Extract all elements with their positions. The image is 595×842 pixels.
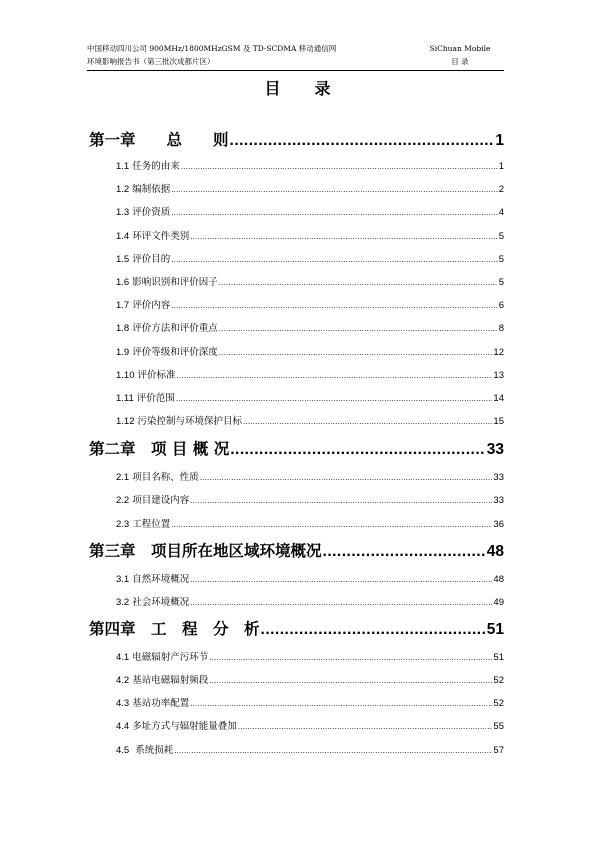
toc-entry-text: 自然环境概况 (132, 574, 190, 585)
toc-leader-dots (176, 394, 493, 403)
toc-section-entry[interactable] (116, 695, 504, 709)
toc-page-number: 5 (498, 231, 504, 242)
toc-entry-label (116, 390, 175, 404)
toc-entry-text: 社会环境概况 (132, 597, 190, 608)
toc-page-number: 2 (498, 184, 504, 195)
toc-entry-label (116, 344, 218, 358)
toc-page-number: 49 (493, 597, 504, 608)
toc-leader-dots (219, 348, 493, 357)
toc-entry-text: 评价目的 (132, 254, 171, 265)
toc-entry-label: 第四章 工 程 分 析 (89, 619, 260, 638)
toc-entry-label (116, 571, 189, 585)
toc-entry-label (116, 274, 218, 288)
toc-entry-label (116, 695, 189, 709)
toc-entry-text: 多址方式与辐射能量叠加 (132, 721, 237, 732)
toc-section-entry[interactable] (116, 390, 504, 404)
toc-leader-dots (171, 520, 492, 529)
toc-leader-dots (190, 575, 492, 584)
toc-entry-number: 1.9 (116, 347, 130, 358)
toc-leader-dots (209, 653, 492, 662)
toc-entry-text: 评价标准 (137, 370, 176, 381)
toc-entry-label (116, 320, 218, 334)
toc-entry-number: 2.1 (116, 472, 130, 483)
toc-chapter-entry[interactable] (89, 128, 504, 150)
toc-entry-text: 基站功率配置 (132, 698, 190, 709)
toc-entry-number: 1.5 (116, 254, 130, 265)
toc-leader-dots (230, 441, 486, 459)
toc-page-number: 4 (498, 207, 504, 218)
toc-entry-label (116, 367, 176, 381)
toc-leader-dots (243, 417, 492, 426)
toc-entry-label (116, 469, 199, 483)
toc-page-number: 33 (493, 472, 504, 483)
toc-section-entry[interactable] (116, 320, 504, 334)
toc-leader-dots (230, 132, 495, 150)
toc-page-number: 36 (493, 519, 504, 530)
toc-page-number: 14 (493, 393, 504, 404)
toc-entry-label (116, 718, 237, 732)
toc-section-entry[interactable] (116, 469, 504, 483)
toc-entry-text: 编制依据 (132, 184, 171, 195)
toc-page-number: 55 (493, 721, 504, 732)
page-title: 目录 (264, 79, 365, 98)
toc-entry-number: 4.4 (116, 721, 130, 732)
toc-entry-text: 评价方法和评价重点 (132, 323, 218, 334)
toc-section-entry[interactable] (116, 413, 504, 427)
toc-page-number: 48 (493, 574, 504, 585)
toc-entry-label (116, 672, 208, 686)
toc-page-number: 1 (498, 161, 504, 172)
toc-leader-dots (190, 232, 497, 241)
toc-entry-number: 2.3 (116, 519, 130, 530)
toc-entry-text: 环评文件类别 (132, 231, 190, 242)
header-section: 目 录 (451, 57, 469, 66)
toc-section-entry[interactable] (116, 251, 504, 265)
toc-entry-label (116, 492, 189, 506)
toc-entry-number: 4.5 (116, 745, 130, 756)
toc-section-entry[interactable] (116, 492, 504, 506)
toc-leader-dots (181, 162, 498, 171)
toc-entry-number: 1.3 (116, 207, 130, 218)
toc-section-entry[interactable] (116, 742, 504, 756)
header-report-subtitle: 环境影响报告书（第三批次成都片区） (87, 57, 215, 66)
toc-entry-number: 1.1 (116, 161, 130, 172)
toc-entry-text: 影响识别和评价因子 (132, 277, 218, 288)
toc-page-number: 5 (498, 277, 504, 288)
toc-section-entry[interactable] (116, 649, 504, 663)
toc-leader-dots (174, 746, 492, 755)
toc-entry-label (116, 297, 170, 311)
toc-chapter-entry[interactable] (89, 617, 504, 639)
toc-entry-label (116, 228, 189, 242)
toc-entry-number: 1.6 (116, 277, 130, 288)
toc-leader-dots (177, 371, 493, 380)
toc-page-number: 33 (486, 441, 504, 458)
toc-page-number: 33 (493, 495, 504, 506)
header-company: SiChuan Mobile (429, 44, 491, 53)
toc-leader-dots (238, 722, 493, 731)
toc-leader-dots (261, 621, 486, 639)
toc-entry-number: 1.10 (116, 370, 135, 381)
toc-page-number: 51 (493, 652, 504, 663)
toc-entry-text: 系统损耗 (132, 745, 174, 756)
toc-section-entry[interactable] (116, 718, 504, 732)
toc-section-entry[interactable] (116, 367, 504, 381)
toc-leader-dots (171, 301, 497, 310)
toc-page-number: 5 (498, 254, 504, 265)
toc-entry-label (116, 204, 170, 218)
toc-leader-dots (219, 278, 498, 287)
toc-entry-number: 4.3 (116, 698, 130, 709)
toc-entry-number: 1.12 (116, 416, 135, 427)
toc-entry-text: 项目建设内容 (132, 495, 190, 506)
header-report-title: 中国移动四川公司 900MHz/1800MHzGSM 及 TD-SCDMA 移动通信网 (87, 44, 337, 53)
toc-entry-label (116, 251, 170, 265)
toc-section-entry[interactable] (116, 204, 504, 218)
toc-entry-label (116, 181, 170, 195)
toc-entry-number: 2.2 (116, 495, 130, 506)
toc-entry-text: 污染控制与环境保护目标 (137, 416, 243, 427)
toc-entry-text: 基站电磁辐射频段 (132, 675, 209, 686)
toc-section-entry[interactable] (116, 672, 504, 686)
toc-leader-dots (209, 676, 492, 685)
toc-section-entry[interactable] (116, 594, 504, 608)
toc-page-number: 51 (486, 621, 504, 638)
toc-section-entry[interactable] (116, 158, 504, 172)
toc-leader-dots (190, 699, 492, 708)
toc-leader-dots (171, 185, 497, 194)
toc-page-number: 6 (498, 300, 504, 311)
toc-leader-dots (200, 473, 493, 482)
toc-section-entry[interactable] (116, 516, 504, 530)
toc-entry-text: 项目名称、性质 (132, 472, 199, 483)
toc-entry-label (116, 158, 180, 172)
toc-page-number: 52 (493, 698, 504, 709)
toc-entry-number: 1.4 (116, 231, 130, 242)
toc-chapter-entry[interactable] (89, 539, 504, 561)
toc-page-number: 12 (493, 347, 504, 358)
toc-entry-text: 工程位置 (132, 519, 171, 530)
toc-entry-label: 第二章 项 目 概 况 (89, 439, 230, 458)
toc-entry-number: 3.1 (116, 574, 130, 585)
toc-entry-text: 评价范围 (136, 393, 175, 404)
toc-entry-label (116, 594, 189, 608)
toc-entry-label: 第一章 总 则 (89, 130, 229, 149)
toc-leader-dots (323, 543, 486, 561)
toc-leader-dots (190, 598, 492, 607)
toc-entry-number: 1.2 (116, 184, 130, 195)
toc-entry-text: 评价等级和评价深度 (132, 347, 218, 358)
toc-entry-number: 1.11 (116, 393, 134, 404)
toc-section-entry[interactable] (116, 274, 504, 288)
toc-section-entry[interactable] (116, 571, 504, 585)
toc-section-entry[interactable] (116, 228, 504, 242)
toc-entry-label (116, 413, 242, 427)
toc-page-number: 52 (493, 675, 504, 686)
toc-entry-label (116, 649, 208, 663)
toc-page-number: 57 (493, 745, 504, 756)
toc-entry-number: 3.2 (116, 597, 130, 608)
toc-entry-text: 评价资质 (132, 207, 171, 218)
toc-page-number: 1 (495, 132, 504, 149)
toc-entry-number: 1.7 (116, 300, 130, 311)
toc-page-number: 15 (493, 416, 504, 427)
toc-page-number: 8 (498, 323, 504, 334)
toc-section-entry[interactable] (116, 344, 504, 358)
toc-page-number: 48 (486, 543, 504, 560)
toc-leader-dots (171, 255, 497, 264)
toc-entry-text: 电磁辐射产污环节 (132, 652, 209, 663)
toc-entry-label (116, 516, 170, 530)
toc-entry-number: 4.2 (116, 675, 130, 686)
toc-page-number: 13 (493, 370, 504, 381)
toc-leader-dots (219, 324, 498, 333)
toc-leader-dots (171, 208, 497, 217)
toc-entry-text: 评价内容 (132, 300, 171, 311)
toc-entry-label (116, 742, 173, 756)
toc-entry-label: 第三章 项目所在地区域环境概况 (89, 541, 322, 560)
toc-entry-number: 4.1 (116, 652, 130, 663)
toc-leader-dots (190, 496, 492, 505)
toc-chapter-entry[interactable] (89, 437, 504, 459)
toc-entry-text: 任务的由来 (132, 161, 180, 172)
toc-entry-number: 1.8 (116, 323, 130, 334)
toc-section-entry[interactable] (116, 181, 504, 195)
toc-section-entry[interactable] (116, 297, 504, 311)
